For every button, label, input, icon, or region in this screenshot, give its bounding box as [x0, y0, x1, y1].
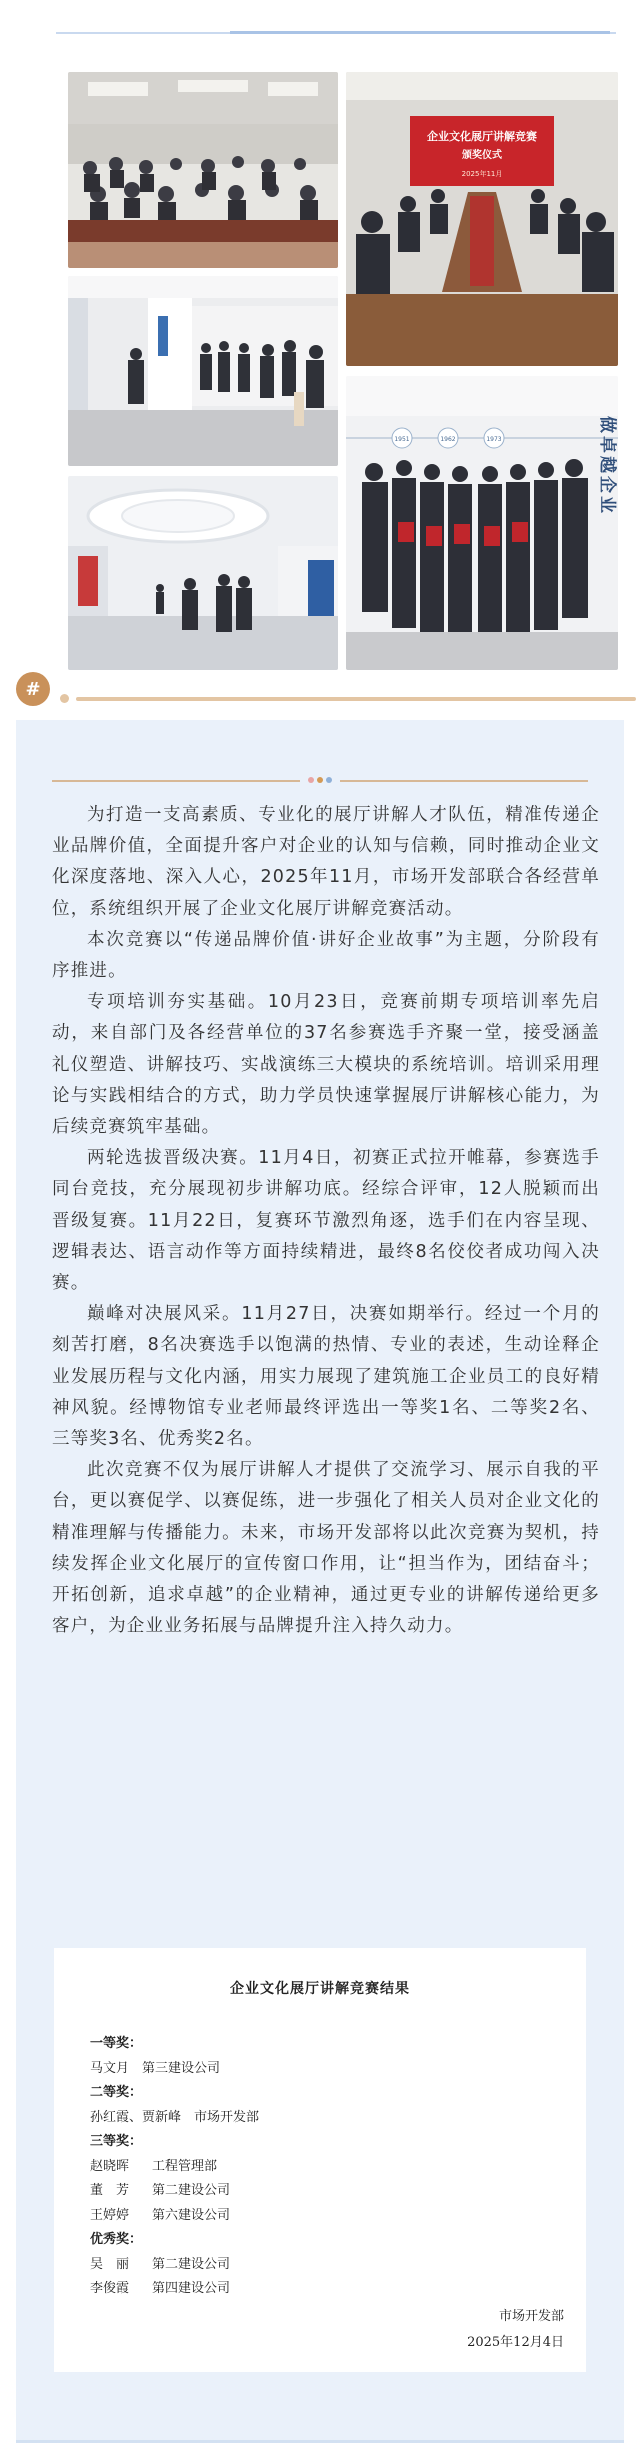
bottom-rule	[16, 2440, 624, 2443]
paragraph-training: 专项培训夯实基础。10月23日，竞赛前期专项培训率先启动，来自部门及各经营单位的37名参赛选手齐聚一堂，接受涵盖礼仪塑造、讲解技巧、实战演练三大模块的系统培训。培训采用理论与实践相结合的方式，助力学员快速掌握展厅讲解核心能力，为后续竞赛筑牢基础。	[52, 992, 600, 1138]
deco-dot-2	[317, 777, 323, 783]
third-prize-row	[90, 2155, 259, 2180]
winner-unit: 工程管理部	[152, 2158, 218, 2174]
wall-slogan: 做卓越企业	[597, 416, 617, 516]
third-prize-row	[90, 2204, 259, 2229]
divider-line	[76, 697, 636, 701]
winner-unit: 第六建设公司	[152, 2207, 231, 2223]
excellence-prize-heading: 优秀奖：	[90, 2232, 143, 2247]
banner-line1: 企业文化展厅讲解竞赛	[427, 130, 537, 143]
article-body	[52, 800, 600, 1642]
banner-line2: 颁奖仪式	[462, 150, 502, 161]
winner-name: 吴 丽	[90, 2256, 130, 2272]
timeline-badge-1: 1951	[394, 436, 410, 443]
photo-exhibition-hall	[68, 476, 338, 670]
top-rule-accent	[230, 31, 610, 34]
paragraph-selection: 两轮选拔晋级决赛。11月4日，初赛正式拉开帷幕，参赛选手同台竞技，充分展现初步讲解功底。经综合评审，12人脱颖而出晋级复赛。11月22日，复赛环节激烈角逐，选手们在内容呈现、逻辑表达、语言动作等方面持续精进，最终8名佼佼者成功闯入决赛。	[52, 1148, 600, 1294]
winner-name: 王婷婷	[90, 2207, 130, 2223]
signature-dept: 市场开发部	[498, 2309, 564, 2324]
third-prize-heading: 三等奖：	[90, 2134, 143, 2149]
article-panel	[16, 720, 624, 2440]
winner-unit: 第二建设公司	[152, 2183, 231, 2198]
third-prize-row	[90, 2179, 259, 2204]
paragraph-theme: 本次竞赛以“传递品牌价值·讲好企业故事”为主题，分阶段有序推进。	[52, 929, 600, 982]
photo-training-hall	[68, 72, 338, 268]
first-prize-heading: 一等奖：	[90, 2036, 143, 2051]
winner-unit: 第二建设公司	[152, 2256, 231, 2272]
banner-date: 2025年11月	[461, 170, 503, 178]
paragraph-final: 巅峰对决展风采。11月27日，决赛如期举行。经过一个月的刻苦打磨，8名决赛选手以饱满的热情、专业的表述，生动诠释企业发展历程与文化内涵，用实力展现了建筑施工企业员工的良好精神风貌。经博物馆专业老师最终评选出一等奖1名、二等奖2名、三等奖3名、优秀奖2名。	[52, 1304, 600, 1450]
section-divider	[16, 672, 626, 700]
results-card	[54, 1948, 586, 2372]
second-prize-heading: 二等奖：	[90, 2085, 143, 2100]
deco-line-right	[340, 780, 588, 782]
hash-badge: #	[16, 672, 50, 706]
deco-dot-3	[326, 777, 332, 783]
excellence-prize-row	[90, 2253, 259, 2278]
photo-exhibition-corridor	[68, 276, 338, 466]
first-prize-line: 马文月 第三建设公司	[90, 2060, 221, 2076]
timeline-badges	[392, 428, 504, 448]
results-list	[90, 2032, 259, 2302]
photo-ceremony-room	[346, 72, 618, 366]
results-title: 企业文化展厅讲解竞赛结果	[230, 1981, 410, 1997]
divider-dot	[60, 694, 69, 703]
paragraph-intro: 为打造一支高素质、专业化的展厅讲解人才队伍，精准传递企业品牌价值，全面提升客户对企业的认知与信赖，同时推动企业文化深度落地、深入人心，2025年11月，市场开发部联合各经营单位，系统组织开展了企业文化展厅讲解竞赛活动。	[52, 805, 600, 919]
excellence-prize-row	[90, 2277, 259, 2302]
deco-dots	[302, 774, 338, 786]
results-signature	[467, 2304, 564, 2356]
paragraph-conclusion: 此次竞赛不仅为展厅讲解人才提供了交流学习、展示自我的平台，更以赛促学、以赛促练，进一步强化了相关人员对企业文化的精准理解与传播能力。未来，市场开发部将以此次竞赛为契机，持续发挥企业文化展厅的宣传窗口作用，让“担当作为，团结奋斗；开拓创新，追求卓越”的企业精神，通过更专业的讲解传递给更多客户，为企业业务拓展与品牌提升注入持久动力。	[52, 1460, 600, 1637]
winner-name: 赵晓晖	[90, 2158, 130, 2174]
second-prize-line: 孙红霞、贾新峰 市场开发部	[90, 2109, 260, 2125]
winner-name: 李俊霞	[90, 2281, 130, 2296]
deco-line-left	[52, 780, 300, 782]
timeline-badge-3: 1973	[486, 436, 502, 443]
timeline-badge-2: 1962	[440, 436, 456, 443]
winner-name: 董 芳	[90, 2183, 130, 2198]
signature-date: 2025年12月4日	[467, 2335, 564, 2350]
deco-dot-1	[308, 777, 314, 783]
winner-unit: 第四建设公司	[152, 2281, 231, 2296]
photo-winners-group	[346, 376, 618, 670]
